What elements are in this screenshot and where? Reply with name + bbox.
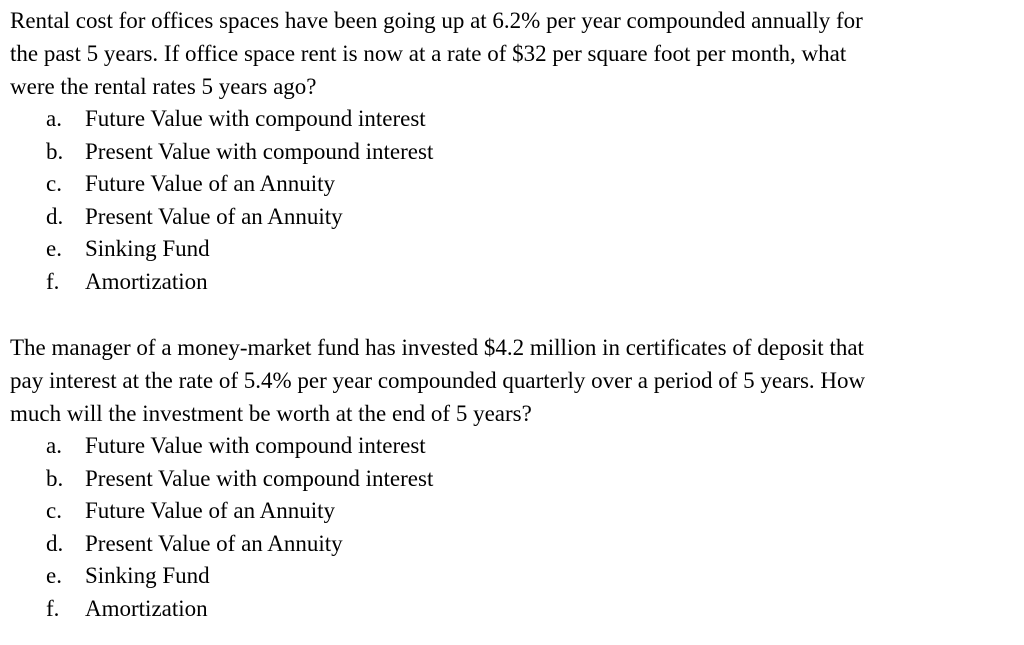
option-text: Sinking Fund: [85, 563, 210, 589]
option-text: Future Value of an Annuity: [85, 498, 335, 524]
option-letter: b.: [46, 138, 64, 164]
question-2-options: [10, 430, 970, 626]
option-letter: b.: [46, 465, 64, 491]
option-text: Future Value of an Annuity: [85, 171, 335, 197]
option-letter: a.: [46, 433, 62, 458]
option-item: [10, 593, 970, 626]
option-letter: e.: [46, 236, 62, 262]
question-1: [10, 4, 970, 299]
question-line: Rental cost for offices spaces have been going up at 6.2% per year compounded annually for: [10, 8, 863, 33]
option-text: Present Value of an Annuity: [85, 203, 343, 229]
option-letter: f.: [46, 595, 60, 621]
option-letter: d.: [46, 530, 64, 556]
option-item: [10, 103, 970, 136]
question-line: the past 5 years. If office space rent is now at a rate of $32 per square foot per month, what: [10, 41, 847, 66]
option-letter: f.: [46, 268, 60, 294]
question-2: [10, 331, 970, 626]
question-line: were the rental rates 5 years ago?: [10, 74, 317, 99]
option-text: Sinking Fund: [85, 236, 210, 262]
option-text: Future Value with compound interest: [85, 106, 426, 131]
option-text: Present Value of an Annuity: [85, 530, 343, 556]
option-item: [10, 463, 970, 496]
question-line: pay interest at the rate of 5.4% per year compounded quarterly over a period of 5 years. How: [10, 368, 866, 393]
option-item: [10, 201, 970, 234]
option-item: [10, 168, 970, 201]
option-text: Present Value with compound interest: [85, 138, 434, 164]
option-letter: d.: [46, 203, 64, 229]
option-item: [10, 136, 970, 169]
question-line: The manager of a money-market fund has invested $4.2 million in certificates of deposit that: [10, 335, 864, 360]
option-letter: c.: [46, 171, 62, 197]
option-letter: e.: [46, 563, 62, 589]
option-item: [10, 528, 970, 561]
question-1-text: [10, 4, 970, 103]
option-item: [10, 495, 970, 528]
option-item: [10, 233, 970, 266]
question-1-options: [10, 103, 970, 299]
option-text: Amortization: [85, 268, 208, 294]
option-text: Present Value with compound interest: [85, 465, 434, 491]
option-text: Future Value with compound interest: [85, 433, 426, 458]
option-item: [10, 560, 970, 593]
question-2-text: [10, 331, 970, 430]
option-item: [10, 266, 970, 299]
option-letter: c.: [46, 498, 62, 524]
option-item: [10, 430, 970, 463]
question-line: much will the investment be worth at the end of 5 years?: [10, 401, 532, 426]
option-text: Amortization: [85, 595, 208, 621]
option-letter: a.: [46, 106, 62, 131]
